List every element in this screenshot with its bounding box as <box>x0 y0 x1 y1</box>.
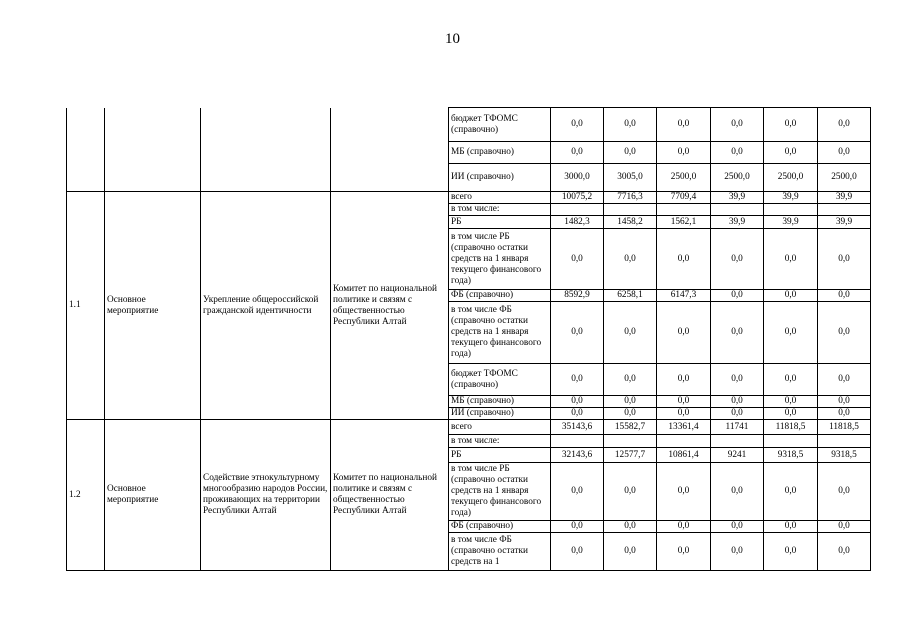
value-cell: 0,0 <box>764 533 818 571</box>
value-cell <box>657 435 711 448</box>
value-cell: 0,0 <box>551 521 604 533</box>
measure-code: 1.1 <box>67 192 105 420</box>
executor-cell <box>331 108 449 192</box>
budget-table <box>66 107 871 571</box>
value-cell: 39,9 <box>711 192 764 204</box>
measure-code: 1.2 <box>67 420 105 571</box>
value-cell: 0,0 <box>818 229 871 290</box>
value-cell: 0,0 <box>657 229 711 290</box>
value-cell: 0,0 <box>764 142 818 164</box>
value-cell: 0,0 <box>657 463 711 521</box>
value-cell: 13361,4 <box>657 420 711 435</box>
value-cell <box>657 204 711 216</box>
funding-source: в том числе ФБ (справочно остатки средств на 1 <box>449 533 551 571</box>
funding-source: РБ <box>449 448 551 463</box>
measure-executor: Комитет по национальной политике и связям с общественностью Республики Алтай <box>331 192 449 420</box>
value-cell: 1458,2 <box>604 216 657 229</box>
value-cell: 0,0 <box>764 396 818 408</box>
value-cell: 0,0 <box>657 408 711 420</box>
value-cell: 3005,0 <box>604 164 657 192</box>
value-cell: 11741 <box>711 420 764 435</box>
value-cell: 0,0 <box>764 521 818 533</box>
funding-source: МБ (справочно) <box>449 142 551 164</box>
value-cell: 0,0 <box>711 533 764 571</box>
value-cell: 8592,9 <box>551 290 604 302</box>
page-number: 10 <box>445 31 460 47</box>
value-cell: 0,0 <box>711 290 764 302</box>
value-cell: 35143,6 <box>551 420 604 435</box>
value-cell: 0,0 <box>818 108 871 142</box>
name-cell <box>201 108 331 192</box>
funding-source: в том числе РБ (справочно остатки средств на 1 января текущего финансового года) <box>449 463 551 521</box>
value-cell: 2500,0 <box>818 164 871 192</box>
funding-source: ИИ (справочно) <box>449 408 551 420</box>
type-cell <box>105 108 201 192</box>
value-cell: 0,0 <box>604 408 657 420</box>
value-cell: 9318,5 <box>764 448 818 463</box>
value-cell: 0,0 <box>551 302 604 364</box>
value-cell: 11818,5 <box>764 420 818 435</box>
value-cell: 6258,1 <box>604 290 657 302</box>
value-cell: 0,0 <box>764 108 818 142</box>
value-cell: 12577,7 <box>604 448 657 463</box>
funding-source: в том числе РБ (справочно остатки средств на 1 января текущего финансового года) <box>449 229 551 290</box>
value-cell: 0,0 <box>604 521 657 533</box>
value-cell: 0,0 <box>711 229 764 290</box>
value-cell: 0,0 <box>764 290 818 302</box>
value-cell <box>551 435 604 448</box>
value-cell: 10861,4 <box>657 448 711 463</box>
value-cell: 0,0 <box>818 302 871 364</box>
value-cell: 0,0 <box>657 302 711 364</box>
measure-type: Основное мероприятие <box>105 420 201 571</box>
value-cell: 0,0 <box>818 364 871 396</box>
funding-source: в том числе: <box>449 204 551 216</box>
funding-source: ФБ (справочно) <box>449 521 551 533</box>
value-cell: 0,0 <box>657 108 711 142</box>
value-cell: 0,0 <box>604 108 657 142</box>
value-cell: 32143,6 <box>551 448 604 463</box>
value-cell <box>604 435 657 448</box>
value-cell: 0,0 <box>657 396 711 408</box>
value-cell: 0,0 <box>764 302 818 364</box>
value-cell: 1482,3 <box>551 216 604 229</box>
funding-source: бюджет ТФОМС (справочно) <box>449 364 551 396</box>
value-cell: 0,0 <box>818 521 871 533</box>
value-cell: 0,0 <box>551 463 604 521</box>
value-cell: 0,0 <box>818 463 871 521</box>
funding-source: в том числе: <box>449 435 551 448</box>
value-cell: 9241 <box>711 448 764 463</box>
value-cell: 0,0 <box>551 408 604 420</box>
value-cell: 0,0 <box>604 463 657 521</box>
value-cell: 7709,4 <box>657 192 711 204</box>
value-cell: 0,0 <box>764 229 818 290</box>
value-cell: 0,0 <box>764 364 818 396</box>
value-cell: 0,0 <box>604 229 657 290</box>
value-cell: 0,0 <box>764 408 818 420</box>
funding-source: всего <box>449 192 551 204</box>
value-cell: 0,0 <box>551 396 604 408</box>
value-cell: 0,0 <box>657 533 711 571</box>
value-cell: 0,0 <box>551 108 604 142</box>
value-cell: 1562,1 <box>657 216 711 229</box>
value-cell <box>604 204 657 216</box>
value-cell: 39,9 <box>818 216 871 229</box>
table-row <box>67 108 871 142</box>
value-cell: 2500,0 <box>764 164 818 192</box>
funding-source: ИИ (справочно) <box>449 164 551 192</box>
value-cell: 0,0 <box>551 229 604 290</box>
value-cell: 0,0 <box>818 396 871 408</box>
value-cell: 39,9 <box>711 216 764 229</box>
value-cell: 0,0 <box>711 142 764 164</box>
code-cell <box>67 108 105 192</box>
value-cell: 0,0 <box>711 108 764 142</box>
value-cell: 2500,0 <box>657 164 711 192</box>
value-cell: 0,0 <box>604 364 657 396</box>
measure-name: Укрепление общероссийской гражданской идентичности <box>201 192 331 420</box>
measure-type: Основное мероприятие <box>105 192 201 420</box>
value-cell: 11818,5 <box>818 420 871 435</box>
value-cell: 3000,0 <box>551 164 604 192</box>
table-row <box>67 192 871 204</box>
value-cell: 2500,0 <box>711 164 764 192</box>
value-cell: 0,0 <box>711 396 764 408</box>
measure-name: Содействие этнокультурному многообразию народов России, проживающих на территории Республики Алтай <box>201 420 331 571</box>
value-cell: 6147,3 <box>657 290 711 302</box>
funding-source: всего <box>449 420 551 435</box>
value-cell: 0,0 <box>551 142 604 164</box>
value-cell <box>764 204 818 216</box>
value-cell <box>818 435 871 448</box>
value-cell: 0,0 <box>551 364 604 396</box>
value-cell <box>551 204 604 216</box>
table-row <box>67 420 871 435</box>
funding-source: РБ <box>449 216 551 229</box>
value-cell: 0,0 <box>711 364 764 396</box>
value-cell: 0,0 <box>711 408 764 420</box>
value-cell: 0,0 <box>711 302 764 364</box>
value-cell: 0,0 <box>818 408 871 420</box>
value-cell: 0,0 <box>818 533 871 571</box>
value-cell <box>764 435 818 448</box>
value-cell: 0,0 <box>604 302 657 364</box>
value-cell: 0,0 <box>711 463 764 521</box>
value-cell: 0,0 <box>604 142 657 164</box>
value-cell: 0,0 <box>604 533 657 571</box>
value-cell <box>711 435 764 448</box>
measure-executor: Комитет по национальной политике и связям с общественностью Республики Алтай <box>331 420 449 571</box>
value-cell: 39,9 <box>764 192 818 204</box>
value-cell: 0,0 <box>818 142 871 164</box>
value-cell: 39,9 <box>764 216 818 229</box>
value-cell: 0,0 <box>657 521 711 533</box>
value-cell: 15582,7 <box>604 420 657 435</box>
value-cell <box>711 204 764 216</box>
value-cell: 0,0 <box>604 396 657 408</box>
funding-source: ФБ (справочно) <box>449 290 551 302</box>
value-cell: 0,0 <box>764 463 818 521</box>
value-cell: 0,0 <box>657 142 711 164</box>
value-cell: 0,0 <box>818 290 871 302</box>
value-cell: 9318,5 <box>818 448 871 463</box>
funding-source: бюджет ТФОМС (справочно) <box>449 108 551 142</box>
value-cell: 7716,3 <box>604 192 657 204</box>
value-cell: 0,0 <box>657 364 711 396</box>
value-cell <box>818 204 871 216</box>
value-cell: 0,0 <box>711 521 764 533</box>
value-cell: 0,0 <box>551 533 604 571</box>
value-cell: 39,9 <box>818 192 871 204</box>
value-cell: 10075,2 <box>551 192 604 204</box>
funding-source: в том числе ФБ (справочно остатки средств на 1 января текущего финансового года) <box>449 302 551 364</box>
funding-source: МБ (справочно) <box>449 396 551 408</box>
